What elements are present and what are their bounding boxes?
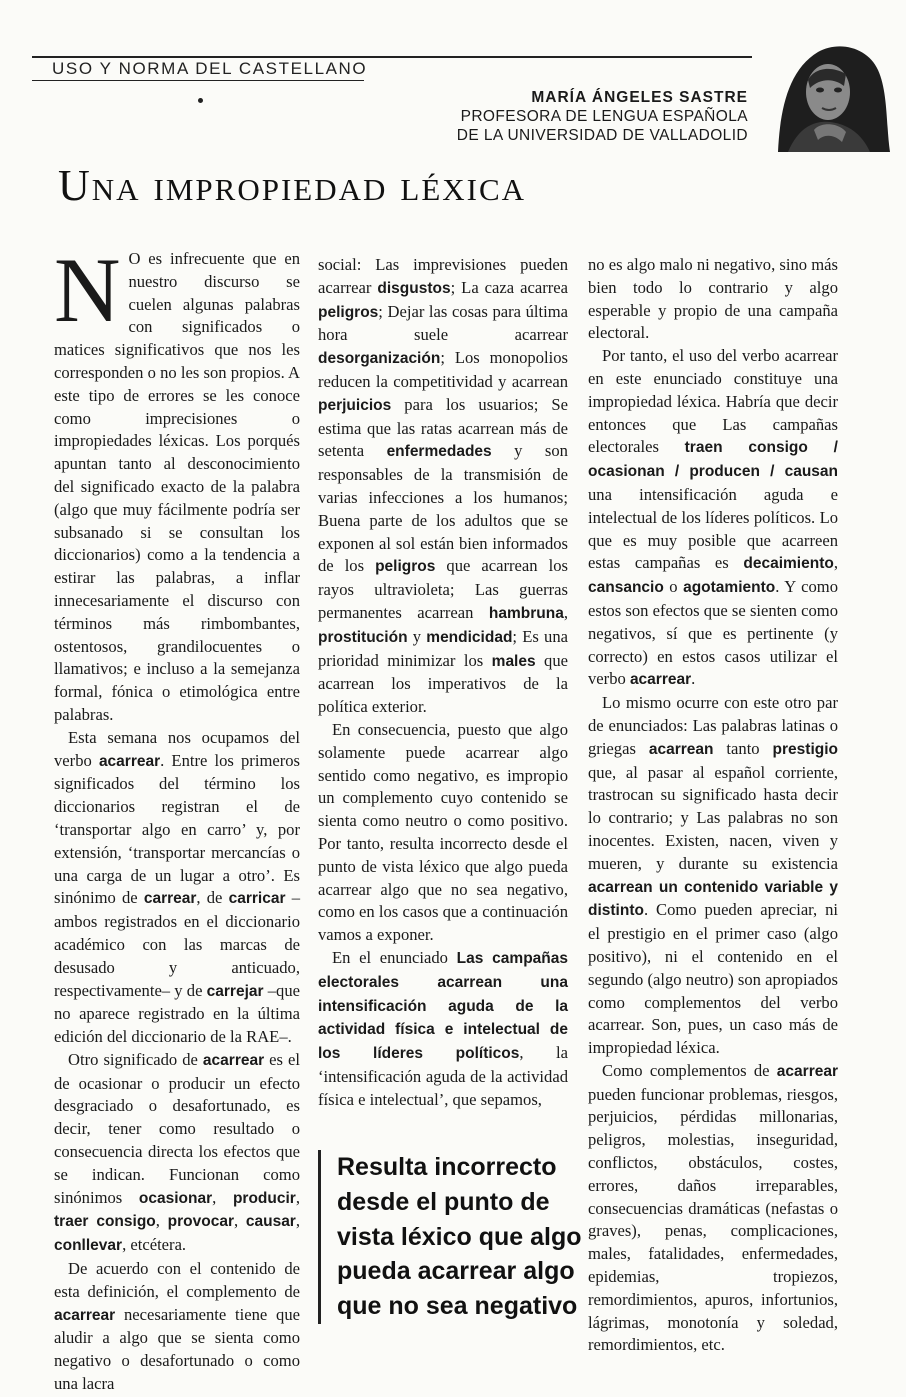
author-block bbox=[457, 88, 748, 145]
text-run: , bbox=[833, 553, 838, 573]
bold-term: peligros bbox=[318, 303, 379, 321]
paragraph bbox=[588, 254, 838, 345]
text-run: Otro significado de bbox=[68, 1049, 203, 1069]
text-run: Por tanto, el uso del verbo acarrear en este enunciado constituye una impropiedad léxica. Habría que decir entonces que Las campañas electorales bbox=[588, 346, 838, 457]
text-run: En consecuencia, puesto que algo solamente puede acarrear algo sentido como negativo, es impropio un complemento cuyo contenido se sienta como neutro o como positivo. Por tanto, resulta incorrecto desde el punto de vista léxico que algo pueda acarrear algo que no sea negativo, como en los casos que a continuación vamos a exponer. bbox=[318, 719, 568, 945]
bold-term: perjuicios bbox=[318, 396, 392, 414]
bold-term: hambruna bbox=[488, 604, 564, 622]
text-run: y bbox=[407, 626, 427, 646]
text-run: , bbox=[212, 1187, 233, 1207]
author-role-line-2: DE LA UNIVERSIDAD DE VALLADOLID bbox=[456, 127, 748, 144]
text-run: , de bbox=[196, 888, 229, 908]
bold-term: carricar bbox=[228, 890, 286, 908]
section-label: USO Y NORMA DEL CASTELLANO bbox=[52, 59, 368, 78]
paragraph bbox=[588, 692, 838, 1060]
paragraph bbox=[588, 345, 838, 692]
bold-term: acarrean un contenido variable y distinto bbox=[588, 878, 838, 920]
text-run: . Como pueden apreciar, ni el prestigio en el primer caso (algo positivo), ni el contenido en el segundo (algo neutro) son apropiados como complementos del verbo acarrear. Son, pues, un caso más de impropiedad léxica. bbox=[588, 900, 838, 1058]
bullet-dot bbox=[198, 98, 203, 103]
text-run: ; Los monopolios reducen la competitividad y acarrean bbox=[318, 348, 568, 391]
text-run: que, al pasar al español corriente, trastrocan su significado hasta decir lo contrario; y Las palabras no son inocentes. Existen, nacen, viven y mueren, y durante su existencia bbox=[588, 762, 838, 873]
bold-term: producir bbox=[232, 1189, 296, 1207]
paragraph bbox=[54, 1258, 300, 1396]
paragraph bbox=[318, 947, 568, 1112]
text-run: –ambos registrados en el diccionario académico con las marcas de desusado y anticuado, respectivamente– y de bbox=[54, 888, 300, 1000]
author-portrait bbox=[758, 30, 890, 152]
drop-cap: N bbox=[54, 239, 121, 341]
text-run: De acuerdo con el contenido de esta definición, el complemento de bbox=[54, 1259, 300, 1301]
text-run: O es infrecuente que en nuestro discurso se cuelen algunas palabras con significados o matices significativos que nos les corresponden o no les son propios. A este tipo de errores se les conoce como imprecisiones o impropiedades léxicas. Los porqués apuntan tanto al desconocimiento del significado exacto de la palabra (algo que muy fácilmente podría ser subsanado si se consultan los diccionarios) como a la tendencia a estirar las palabras, a inflar innecesariamente el discurso con términos más rimbombantes, ostentosos, grandilocuentes o llamativos; e incluso a la semejanza formal, fónica o etimológica entre palabras. bbox=[54, 249, 300, 724]
text-run: y son responsables de la transmisión de varias infecciones a los humanos; Buena parte de los adultos que se exponen al sol están bien informados de los bbox=[318, 441, 568, 576]
section-top-rule bbox=[32, 56, 752, 58]
bold-term: ocasionar bbox=[138, 1189, 213, 1207]
article-column-1 bbox=[54, 239, 300, 1396]
article-column-2 bbox=[318, 254, 568, 1111]
paragraph bbox=[588, 1060, 838, 1357]
text-run: En el enunciado bbox=[332, 947, 457, 967]
text-run: no es algo malo ni negativo, sino más bien todo lo contrario y algo esperable y propio de una campaña electoral. bbox=[588, 255, 838, 343]
bold-term: decaimiento bbox=[743, 555, 834, 573]
text-run: . Entre los primeros significados del término los diccionarios registran el de ‘transportar algo en carro’ y, por extensión, ‘transportar mercancías o una carga de un lugar a otro’. Es sinónimo de bbox=[54, 750, 300, 908]
text-run: tanto bbox=[713, 738, 773, 758]
bold-term: acarrear bbox=[776, 1062, 838, 1080]
paragraph bbox=[54, 727, 300, 1049]
text-run: Esta semana nos ocupamos del verbo bbox=[54, 727, 300, 770]
text-run: , bbox=[295, 1211, 300, 1231]
author-role-line-1: PROFESORA DE LENGUA ESPAÑOLA bbox=[460, 108, 748, 125]
author-name: MARÍA ÁNGELES SASTRE bbox=[531, 89, 748, 106]
text-run: pueden funcionar problemas, riesgos, perjuicios, pérdidas millonarias, peligros, molestias, inseguridad, conflictos, obstáculos, costes, errores, daños irreparables, consecuencias dramáticas (nefastas o graves), penas, complicaciones, males, fatalidades, enfermedades, epidemias, tropiezos, remordimientos, apuros, infortunios, lágrimas, monotonía y soledad, remordimientos, etc. bbox=[588, 1084, 838, 1355]
text-run: , bbox=[233, 1211, 246, 1231]
bold-term: acarrear bbox=[54, 1306, 116, 1324]
text-run: una intensificación aguda e intelectual de los líderes políticos. Lo que es muy posible que acarreen estas campañas es bbox=[588, 484, 838, 573]
bold-term: disgustos bbox=[377, 279, 451, 297]
text-run: , bbox=[295, 1187, 300, 1207]
bold-term: Las campañas electorales acarrean una intensificación aguda de la actividad física e intelectual de los líderes políticos bbox=[318, 949, 569, 1063]
text-run: que acarrean los rayos ultravioleta; Las guerras permanentes acarrean bbox=[318, 556, 568, 622]
text-run: . bbox=[691, 669, 696, 689]
bold-term: traen consigo / ocasionan / producen / causan bbox=[588, 439, 838, 481]
bold-term: carrear bbox=[143, 890, 197, 908]
text-run: necesariamente tiene que aludir a algo que se sienta como negativo o desafortunado o como una lacra bbox=[54, 1304, 300, 1394]
text-run: para los usuarios; Se estima que las ratas acarrean más de setenta bbox=[318, 394, 568, 461]
text-run: Lo mismo ocurre con este otro par de enunciados: Las palabras latinas o griegas bbox=[588, 693, 838, 758]
bold-term: conllevar bbox=[54, 1237, 123, 1255]
article-headline: Una impropiedad léxica bbox=[58, 161, 527, 210]
text-run: , etcétera. bbox=[122, 1235, 187, 1255]
text-run: –que no aparece registrado en la última edición del diccionario de la RAE–. bbox=[54, 980, 300, 1047]
text-run: o bbox=[663, 577, 684, 597]
paragraph bbox=[318, 719, 568, 947]
bold-term: acarrear bbox=[202, 1051, 265, 1069]
bold-term: agotamiento bbox=[683, 579, 776, 597]
paragraph bbox=[54, 239, 300, 727]
text-run: ; La caza acarrea bbox=[450, 277, 568, 297]
bold-term: males bbox=[491, 652, 536, 670]
text-run: , la ‘intensificación aguda de la actividad física e intelectual’, que sepamos, bbox=[318, 1043, 568, 1109]
bold-term: mendicidad bbox=[426, 628, 513, 646]
bold-term: traer consigo bbox=[54, 1213, 156, 1231]
bold-term: acarrear bbox=[629, 671, 692, 689]
bold-term: prostitución bbox=[318, 628, 408, 646]
bold-term: prestigio bbox=[772, 740, 838, 758]
bold-term: carrejar bbox=[206, 982, 264, 1000]
text-run: social: Las imprevisiones pueden acarrear bbox=[318, 255, 568, 297]
bold-term: acarrear bbox=[98, 752, 161, 770]
text-run: , bbox=[155, 1211, 168, 1231]
pull-quote: Resulta incorrecto desde el punto de vista léxico que algo pueda acarrear algo que no sea negativo bbox=[318, 1150, 587, 1324]
text-run: , bbox=[563, 602, 568, 622]
paragraph bbox=[54, 1049, 300, 1258]
bold-term: desorganización bbox=[318, 350, 441, 368]
text-run: que acarrean los imperativos de la política exterior. bbox=[318, 650, 568, 717]
bold-term: enfermedades bbox=[386, 443, 492, 461]
section-bottom-rule bbox=[32, 80, 364, 81]
bold-term: peligros bbox=[375, 558, 436, 576]
text-run: . Y como estos son efectos que se sienten como negativos, sí que es pertinente (y correcto) en estos casos utilizar el verbo bbox=[588, 577, 838, 689]
text-run: ; Es una prioridad minimizar los bbox=[318, 626, 568, 670]
text-run: ; Dejar las cosas para última hora suele acarrear bbox=[318, 301, 568, 345]
bold-term: acarrean bbox=[648, 740, 714, 758]
text-run: Como complementos de bbox=[602, 1060, 777, 1080]
bold-term: causar bbox=[245, 1213, 296, 1231]
bold-term: provocar bbox=[167, 1213, 234, 1231]
text-run: es el de ocasionar o producir un efecto desgraciado o desafortunado, es decir, tener como resultado o consecuencia directa los efectos que se indican. Funcionan como sinónimos bbox=[54, 1049, 300, 1207]
article-column-3 bbox=[588, 254, 838, 1357]
bold-term: cansancio bbox=[588, 579, 664, 597]
paragraph bbox=[318, 254, 568, 719]
